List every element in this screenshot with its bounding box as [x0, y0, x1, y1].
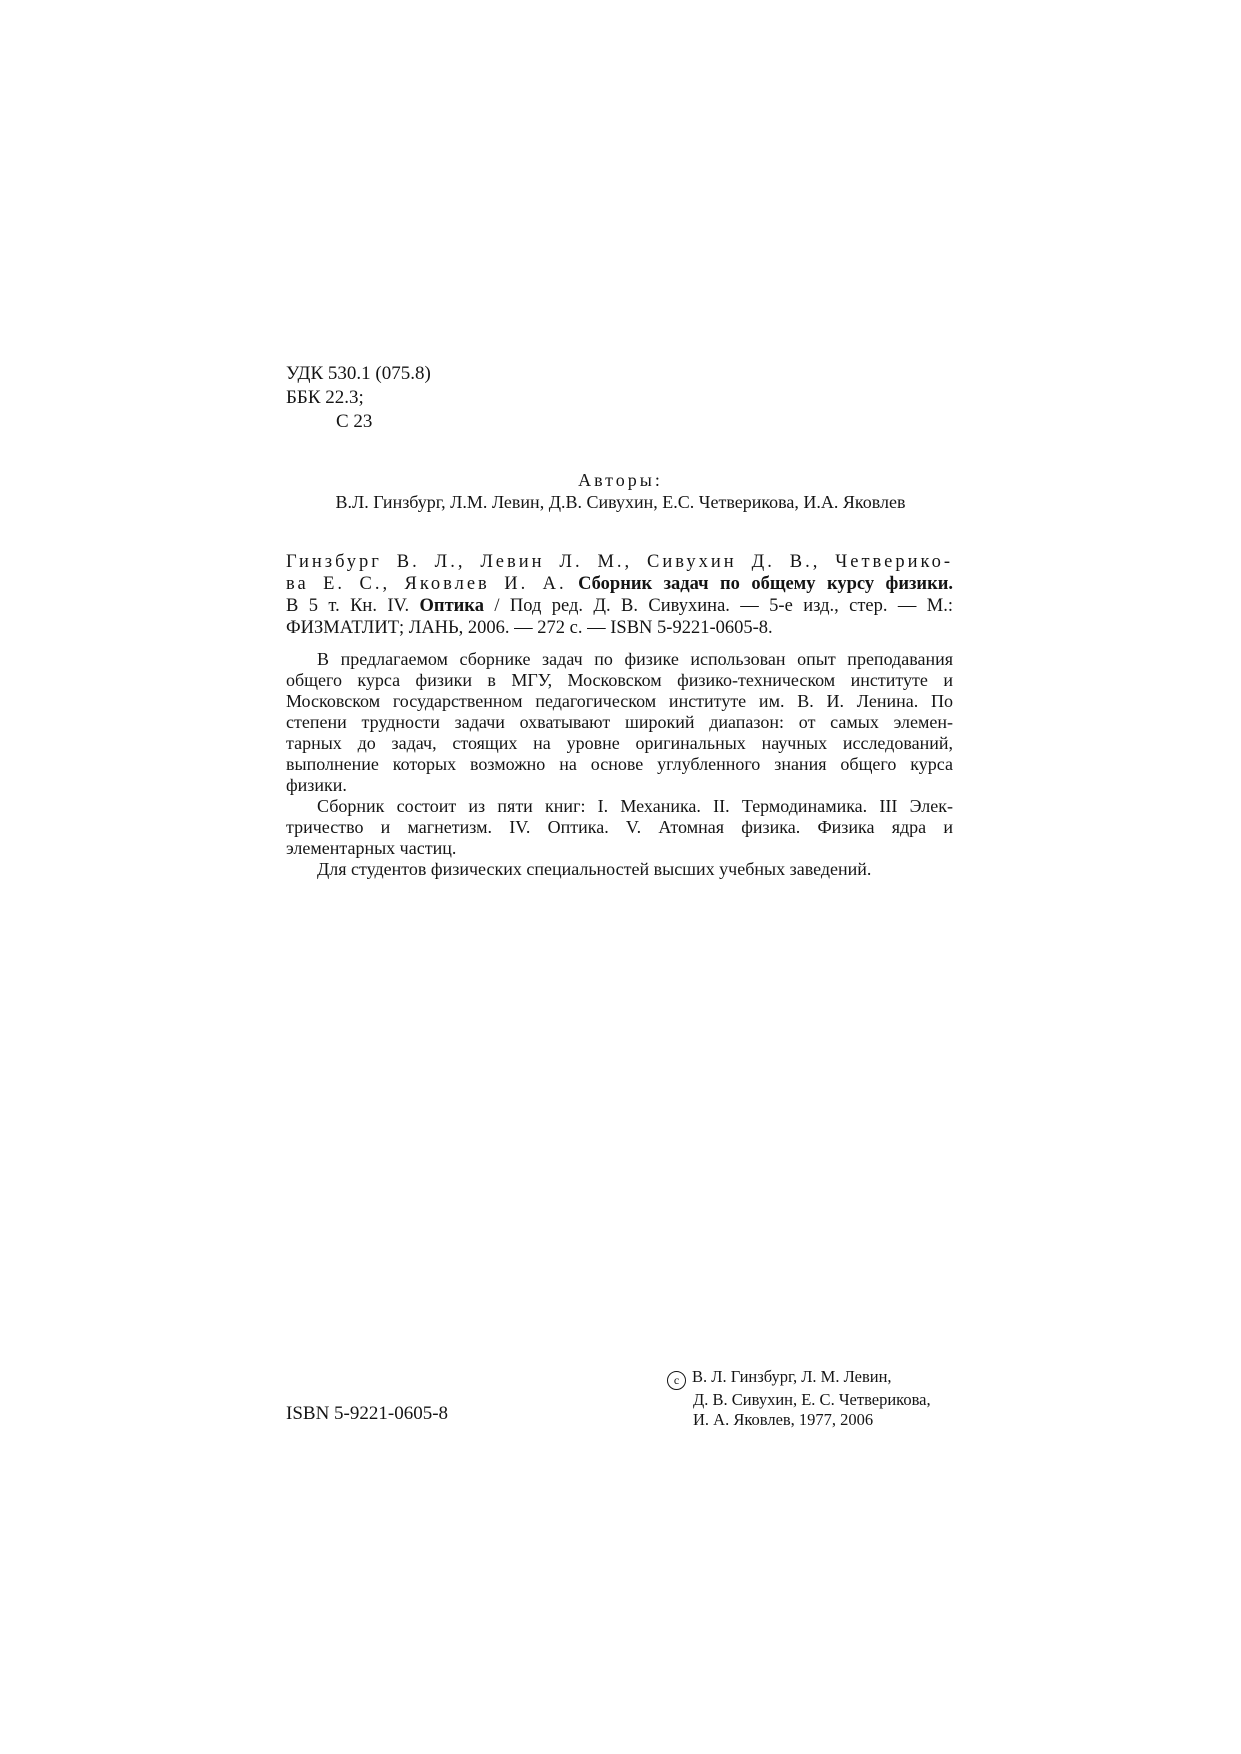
bib-line-1: Гинзбург В. Л., Левин Л. М., Сивухин Д. В., Четверико-: [286, 552, 953, 572]
annotation-line: общего курса физики в МГУ, Московском физико-техническом институте и: [286, 670, 953, 690]
annotation-line: тарных до задач, стоящих на уровне оригинальных научных исследований,: [286, 733, 953, 753]
book-subtitle: Оптика: [419, 596, 484, 616]
annotation-line: степени трудности задачи охватывают широкий диапазон: от самых элемен-: [286, 712, 953, 732]
udk-code: УДК 530.1 (075.8): [286, 363, 431, 384]
edition-info: / Под ред. Д. В. Сивухина. — 5-е изд., стер. — М.:: [494, 596, 954, 616]
bib-authors-continued: ва Е. С., Яковлев И. А.: [286, 574, 567, 594]
bib-line-2: [286, 573, 953, 595]
annotation-line: элементарных частиц.: [286, 838, 457, 858]
isbn: ISBN 5-9221-0605-8: [286, 1403, 449, 1424]
copyright-line-3: И. А. Яковлев, 1977, 2006: [693, 1410, 874, 1429]
bbk-code: ББК 22.3;: [286, 387, 364, 408]
annotation: [286, 649, 953, 880]
copyright-icon: c: [667, 1371, 686, 1390]
copyright-line-2: Д. В. Сивухин, Е. С. Четверикова,: [693, 1390, 931, 1409]
copyright-holders: В. Л. Гинзбург, Л. М. Левин,: [692, 1367, 892, 1386]
authors-heading: Авторы:: [578, 470, 663, 490]
book-title: Сборник задач по общему курсу физики.: [578, 574, 954, 594]
bibliographic-record: [286, 551, 953, 639]
publisher-info: ФИЗМАТЛИТ; ЛАНЬ, 2006. — 272 с. — ISBN 5-9221-0605-8.: [286, 618, 773, 638]
author-index: С 23: [336, 411, 373, 432]
copyright-line-1: [667, 1367, 931, 1390]
annotation-line: выполнение которых возможно на основе углубленного знания общего курса: [286, 754, 953, 774]
annotation-line: Московском государственном педагогическом институте им. В. И. Ленина. По: [286, 691, 953, 711]
classification-codes: [286, 362, 431, 434]
authors-list: В.Л. Гинзбург, Л.М. Левин, Д.В. Сивухин, Е.С. Четверикова, И.А. Яковлев: [335, 492, 906, 512]
annotation-line: физики.: [286, 775, 347, 795]
annotation-line: В предлагаемом сборнике задач по физике использован опыт преподавания: [317, 649, 953, 669]
copyright-notice: [667, 1367, 931, 1430]
annotation-line: Сборник состоит из пяти книг: I. Механика. II. Термодинамика. III Элек-: [317, 796, 953, 816]
volume-info: В 5 т. Кн. IV.: [286, 596, 410, 616]
annotation-line: Для студентов физических специальностей высших учебных заведений.: [317, 859, 872, 879]
bib-line-3: [286, 595, 953, 617]
annotation-line: тричество и магнетизм. IV. Оптика. V. Атомная физика. Физика ядра и: [286, 817, 953, 837]
